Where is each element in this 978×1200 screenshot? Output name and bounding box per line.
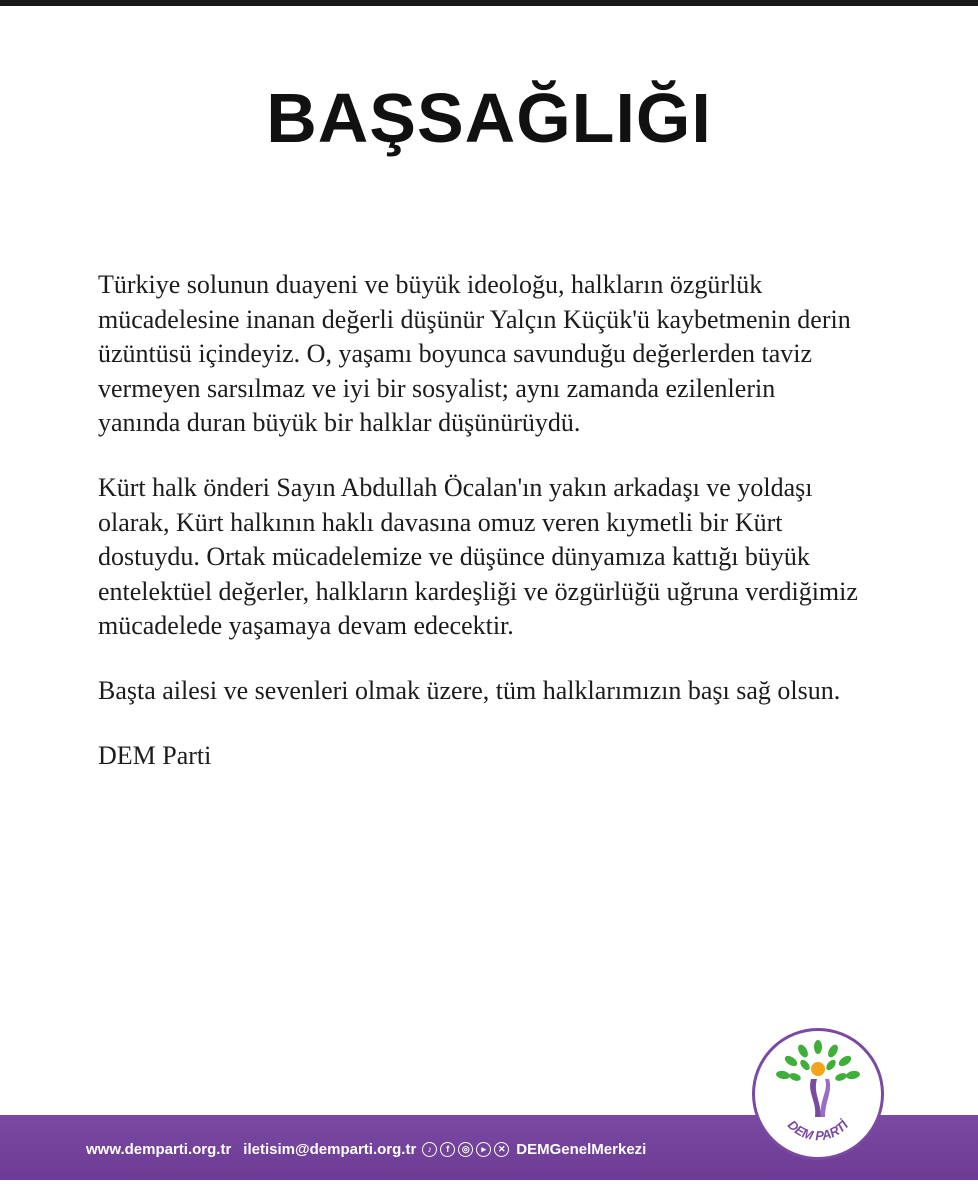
statement-body (98, 268, 858, 773)
website-link[interactable]: www.demparti.org.tr (86, 1140, 232, 1158)
party-logo (752, 1028, 884, 1160)
paragraph-1: Türkiye solunun duayeni ve büyük ideoloğu, halkların özgürlük mücadelesine inanan değerli düşünür Yalçın Küçük'ü kaybetmenin derin üzüntüsü içindeyiz. O, yaşamı boyunca savunduğu değerlerden taviz vermeyen sarsılmaz ve iyi bir sosyalist; aynı zamanda ezilenlerin yanında duran büyük bir halklar düşünürüydü. (98, 270, 851, 438)
footer-bottom-margin (0, 1180, 978, 1200)
top-border (0, 0, 978, 6)
facebook-icon[interactable]: f (440, 1142, 455, 1157)
tiktok-icon[interactable]: ♪ (422, 1142, 437, 1157)
email-link[interactable]: iletisim@demparti.org.tr (243, 1140, 417, 1158)
tree-emblem (755, 1031, 881, 1157)
footer-contact-line (86, 1138, 646, 1160)
paragraph-3: Başta ailesi ve sevenleri olmak üzere, tüm halklarımızın başı sağ olsun. (98, 675, 841, 705)
signature: DEM Parti (98, 740, 212, 770)
x-icon[interactable]: ✕ (494, 1142, 509, 1157)
trunk-icon (810, 1079, 821, 1117)
social-handle[interactable]: DEMGenelMerkezi (516, 1140, 647, 1158)
paragraph-2: Kürt halk önderi Sayın Abdullah Öcalan'ın yakın arkadaşı ve yoldaşı olarak, Kürt halkının haklı davasına omuz veren kıymetli bir Kürt dostuydu. Ortak mücadelemize ve düşünce dünyamıza kattığı büyük entelektüel değerler, halkların kardeşliği ve özgürlüğü uğruna verdiğimiz mücadelede yaşamaya devam edecektir. (98, 472, 858, 641)
logo-text: DEM PARTİ (784, 1117, 852, 1144)
youtube-icon[interactable]: ▸ (476, 1142, 491, 1157)
social-icons (422, 1142, 509, 1157)
instagram-icon[interactable]: ◎ (458, 1142, 473, 1157)
page-title: BAŞSAĞLIĞI (266, 79, 712, 157)
sun-icon (811, 1062, 825, 1076)
